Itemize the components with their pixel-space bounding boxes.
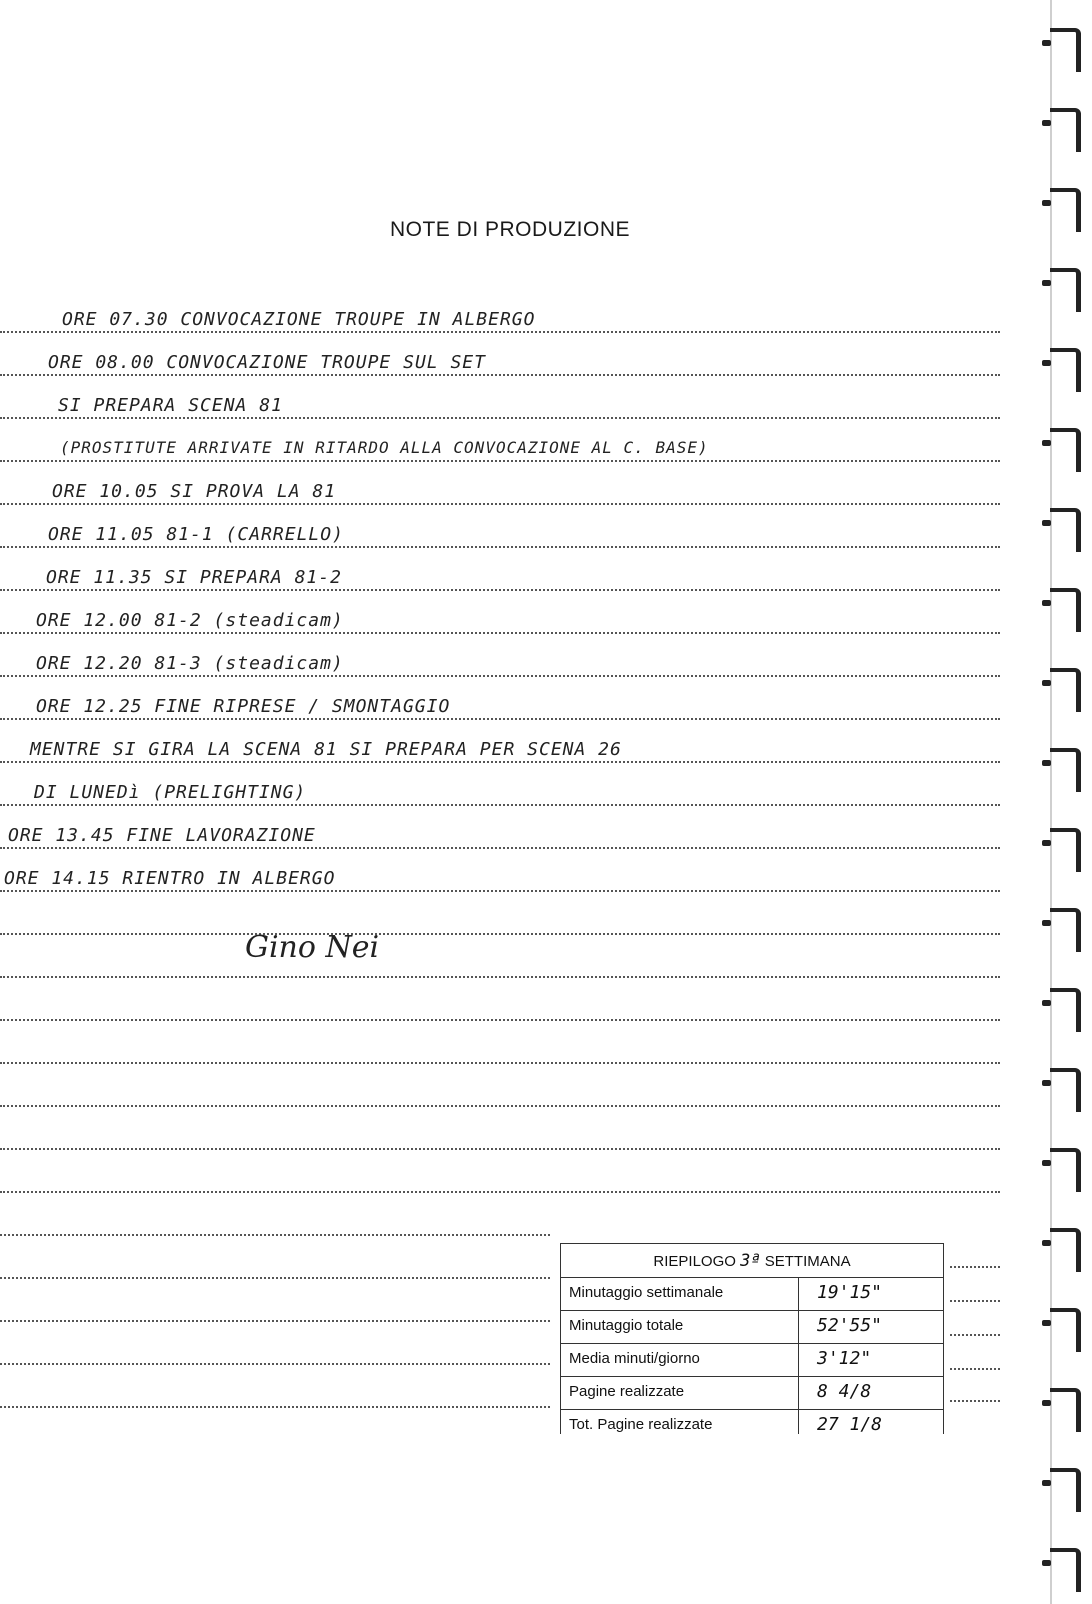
note-line: ORE 13.45 FINE LAVORAZIONE — [8, 825, 316, 846]
ruled-line — [0, 1320, 550, 1322]
summary-value: 19'15" — [817, 1282, 883, 1303]
note-line: ORE 08.00 CONVOCAZIONE TROUPE SUL SET — [48, 352, 486, 373]
ruled-line — [0, 933, 1000, 935]
spiral-ring — [1042, 1068, 1080, 1108]
spiral-hole — [1042, 120, 1051, 126]
note-line: SI PREPARA SCENA 81 — [58, 395, 283, 416]
ruled-line — [0, 1191, 1000, 1193]
spiral-ring — [1042, 428, 1080, 468]
spiral-ring-loop — [1050, 668, 1081, 712]
spiral-ring-loop — [1050, 988, 1081, 1032]
spiral-hole — [1042, 760, 1051, 766]
spiral-ring — [1042, 268, 1080, 308]
spiral-ring — [1042, 588, 1080, 628]
spiral-ring-loop — [1050, 1148, 1081, 1192]
note-line: (PROSTITUTE ARRIVATE IN RITARDO ALLA CONVOCAZIONE AL C. BASE) — [60, 438, 709, 457]
ruled-line — [0, 1019, 1000, 1021]
spiral-ring — [1042, 508, 1080, 548]
spiral-hole — [1042, 200, 1051, 206]
spiral-ring-loop — [1050, 28, 1081, 72]
spiral-ring — [1042, 1148, 1080, 1188]
spiral-hole — [1042, 680, 1051, 686]
ruled-line — [0, 718, 1000, 720]
ruled-line — [0, 675, 1000, 677]
spiral-ring-loop — [1050, 348, 1081, 392]
ruled-line — [0, 976, 1000, 978]
ruled-line — [0, 804, 1000, 806]
spiral-ring-loop — [1050, 188, 1081, 232]
ruled-line — [0, 1406, 550, 1408]
ruled-line — [0, 1363, 550, 1365]
spiral-ring — [1042, 748, 1080, 788]
summary-label: Pagine realizzate — [561, 1377, 799, 1409]
summary-value: 52'55" — [817, 1315, 883, 1336]
note-line: ORE 11.05 81-1 (CARRELLO) — [48, 524, 344, 545]
ruled-line — [0, 1062, 1000, 1064]
spiral-ring-loop — [1050, 268, 1081, 312]
spiral-ring — [1042, 828, 1080, 868]
spiral-hole — [1042, 1560, 1051, 1566]
ruled-line — [950, 1400, 1000, 1402]
ruled-line — [950, 1266, 1000, 1268]
summary-value: 27 1/8 — [817, 1414, 883, 1434]
spiral-hole — [1042, 40, 1051, 46]
spiral-hole — [1042, 1400, 1051, 1406]
ruled-line — [0, 761, 1000, 763]
summary-value: 8 4/8 — [817, 1381, 872, 1402]
spiral-binding — [1032, 0, 1092, 1604]
spiral-hole — [1042, 840, 1051, 846]
spiral-ring-loop — [1050, 1548, 1081, 1592]
ruled-line — [0, 460, 1000, 462]
summary-row — [561, 1311, 943, 1344]
summary-row — [561, 1344, 943, 1377]
spiral-hole — [1042, 1240, 1051, 1246]
spiral-ring-loop — [1050, 508, 1081, 552]
spiral-ring — [1042, 1468, 1080, 1508]
spiral-ring — [1042, 908, 1080, 948]
spiral-ring — [1042, 188, 1080, 228]
spiral-ring-loop — [1050, 1468, 1081, 1512]
ruled-line — [950, 1334, 1000, 1336]
summary-value: 3'12" — [817, 1348, 872, 1369]
spiral-hole — [1042, 1000, 1051, 1006]
note-line: ORE 07.30 CONVOCAZIONE TROUPE IN ALBERGO — [62, 309, 536, 330]
summary-label: Tot. Pagine realizzate — [561, 1410, 799, 1434]
ruled-line — [0, 1105, 1000, 1107]
summary-label: Minutaggio totale — [561, 1311, 799, 1343]
summary-title-suffix: SETTIMANA — [764, 1253, 851, 1270]
ruled-line — [0, 1148, 1000, 1150]
spiral-ring — [1042, 28, 1080, 68]
ruled-line — [0, 417, 1000, 419]
spiral-hole — [1042, 520, 1051, 526]
summary-title — [561, 1244, 943, 1278]
note-line: ORE 12.00 81-2 (steadicam) — [36, 610, 344, 631]
spiral-ring-loop — [1050, 828, 1081, 872]
spiral-ring-loop — [1050, 1068, 1081, 1112]
note-line: MENTRE SI GIRA LA SCENA 81 SI PREPARA PER SCENA 26 — [30, 739, 622, 760]
ruled-line — [0, 847, 1000, 849]
spiral-ring-loop — [1050, 748, 1081, 792]
spiral-hole — [1042, 1080, 1051, 1086]
ruled-line — [0, 589, 1000, 591]
summary-table — [560, 1243, 944, 1434]
page-title: NOTE DI PRODUZIONE — [389, 218, 630, 241]
spiral-hole — [1042, 1160, 1051, 1166]
note-line: ORE 14.15 RIENTRO IN ALBERGO — [4, 868, 336, 889]
spiral-ring — [1042, 108, 1080, 148]
spiral-ring — [1042, 668, 1080, 708]
summary-week-number: 3ª — [740, 1251, 761, 1271]
summary-title-text: RIEPILOGO — [653, 1253, 736, 1270]
ruled-line — [0, 1234, 550, 1236]
ruled-line — [0, 374, 1000, 376]
ruled-line — [0, 632, 1000, 634]
spiral-ring — [1042, 1388, 1080, 1428]
spiral-ring-loop — [1050, 428, 1081, 472]
spiral-ring-loop — [1050, 588, 1081, 632]
ruled-line — [0, 1277, 550, 1279]
signature: Gino Nei — [245, 930, 380, 965]
note-line: ORE 11.35 SI PREPARA 81-2 — [46, 567, 342, 588]
note-line: ORE 12.20 81-3 (steadicam) — [36, 653, 344, 674]
summary-row — [561, 1278, 943, 1311]
summary-label: Minutaggio settimanale — [561, 1278, 799, 1310]
spiral-ring — [1042, 988, 1080, 1028]
ruled-line — [0, 503, 1000, 505]
ruled-line — [950, 1368, 1000, 1370]
spiral-ring-loop — [1050, 1308, 1081, 1352]
note-line: ORE 12.25 FINE RIPRESE / SMONTAGGIO — [36, 696, 451, 717]
spiral-ring-loop — [1050, 1228, 1081, 1272]
spiral-hole — [1042, 360, 1051, 366]
spiral-ring — [1042, 1308, 1080, 1348]
spiral-hole — [1042, 1480, 1051, 1486]
note-line: ORE 10.05 SI PROVA LA 81 — [52, 481, 337, 502]
spiral-hole — [1042, 920, 1051, 926]
spiral-hole — [1042, 440, 1051, 446]
summary-label: Media minuti/giorno — [561, 1344, 799, 1376]
spiral-ring-loop — [1050, 1388, 1081, 1432]
ruled-line — [950, 1300, 1000, 1302]
ruled-line — [0, 546, 1000, 548]
spiral-hole — [1042, 280, 1051, 286]
spiral-hole — [1042, 600, 1051, 606]
spiral-ring — [1042, 1228, 1080, 1268]
spiral-ring — [1042, 1548, 1080, 1588]
summary-row — [561, 1377, 943, 1410]
spiral-ring-loop — [1050, 908, 1081, 952]
spiral-ring-loop — [1050, 108, 1081, 152]
spiral-ring — [1042, 348, 1080, 388]
spiral-hole — [1042, 1320, 1051, 1326]
note-line: DI LUNEDì (PRELIGHTING) — [34, 782, 307, 803]
ruled-line — [0, 890, 1000, 892]
ruled-line — [0, 331, 1000, 333]
summary-row — [561, 1410, 943, 1434]
